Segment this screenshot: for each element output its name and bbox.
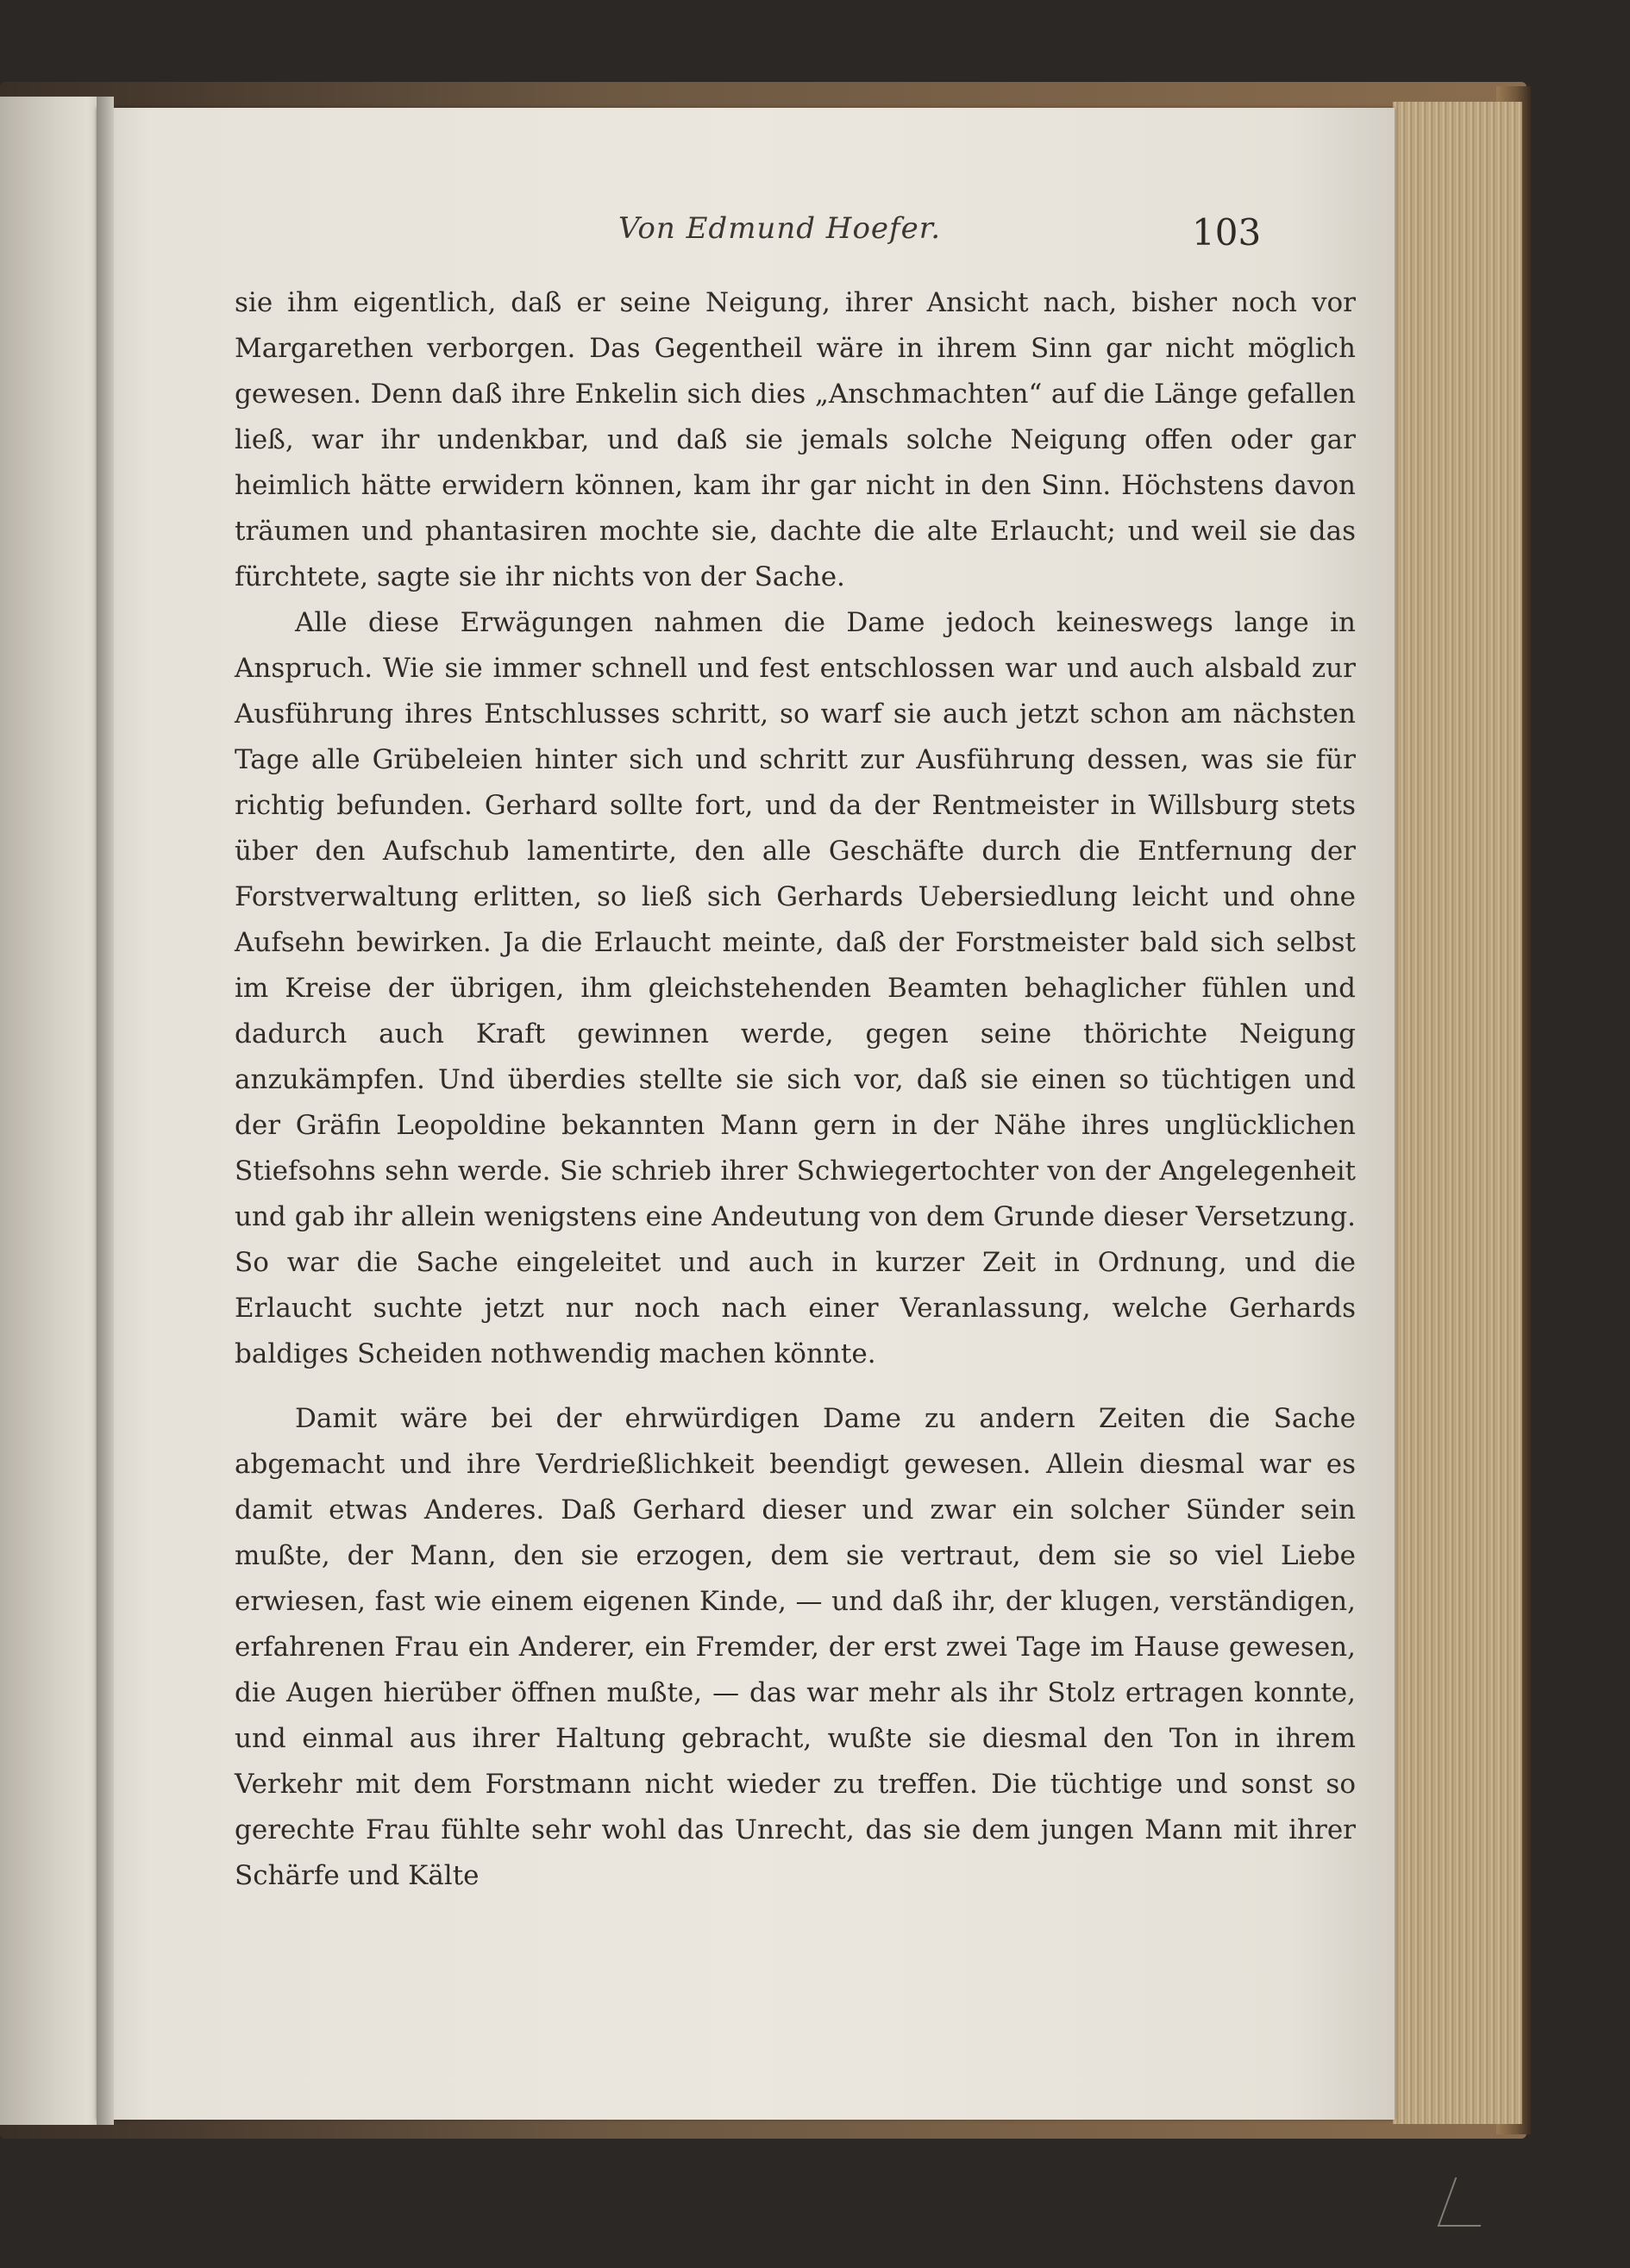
running-head — [97, 211, 1395, 263]
paragraph-1: sie ihm eigentlich, daß er seine Neigung, ihrer Ansicht nach, bisher noch vor Margarethen verborgen. Das Gegentheil wäre in ihrem Sinn gar nicht möglich gewesen. Denn daß ihre Enkelin sich dies „Anschmachten“ auf die Länge gefallen ließ, war ihr undenkbar, und daß sie jemals solche Neigung offen oder gar heimlich hätte erwidern können, kam ihr gar nicht in den Sinn. Höchstens davon träumen und phantasiren mochte sie, dachte die alte Erlaucht; und weil sie das fürchtete, sagte sie ihr nichts von der Sache. — [235, 287, 1356, 592]
paragraph-3: Damit wäre bei der ehrwürdigen Dame zu andern Zeiten die Sache abgemacht und ihre Verdrießlichkeit beendigt gewesen. Allein diesmal war es damit etwas Anderes. Daß Gerhard dieser und zwar ein solcher Sünder sein mußte, der Mann, den sie erzogen, dem sie vertraut, dem sie so viel Liebe erwiesen, fast wie einem eigenen Kinde, — und daß ihr, der klugen, verständigen, erfahrenen Frau ein Anderer, ein Fremder, der erst zwei Tage im Hause gewesen, die Augen hierüber öffnen mußte, — das war mehr als ihr Stolz ertragen konnte, und einmal aus ihrer Haltung gebracht, wußte sie diesmal den Ton in ihrem Verkehr mit dem Forstmann nicht wieder zu treffen. Die tüchtige und sonst so gerechte Frau fühlte sehr wohl das Unrecht, das sie dem jungen Mann mit ihrer Schärfe und Kälte — [235, 1403, 1356, 1891]
left-page-edge — [0, 97, 103, 2125]
right-page — [97, 108, 1395, 2120]
page-edges — [1393, 102, 1522, 2124]
body-text — [235, 280, 1356, 1899]
page-corner-mark — [1438, 2177, 1499, 2227]
gutter-shadow — [97, 97, 114, 2125]
running-title: Von Edmund Hoefer. — [618, 211, 942, 246]
paragraph-2: Alle diese Erwägungen nahmen die Dame jedoch keineswegs lange in Anspruch. Wie sie immer schnell und fest entschlossen war und auch alsbald zur Ausführung ihres Entschlusses schritt, so warf sie auch jetzt schon am nächsten Tage alle Grübeleien hinter sich und schritt zur Ausführung dessen, was sie für richtig befunden. Gerhard sollte fort, und da der Rentmeister in Willsburg stets über den Aufschub lamentirte, den alle Geschäfte durch die Entfernung der Forstverwaltung erlitten, so ließ sich Gerhards Uebersiedlung leicht und ohne Aufsehn bewirken. Ja die Erlaucht meinte, daß der Forstmeister bald sich selbst im Kreise der übrigen, ihm gleichstehenden Beamten behaglicher fühlen und dadurch auch Kraft gewinnen werde, gegen seine thörichte Neigung anzukämpfen. Und überdies stellte sie sich vor, daß sie einen so tüchtigen und der Gräfin Leopoldine bekannten Mann gern in der Nähe ihres unglücklichen Stiefsohns sehn werde. Sie schrieb ihrer Schwiegertochter von der Angelegenheit und gab ihr allein wenigstens eine Andeutung von dem Grunde dieser Versetzung. So war die Sache eingeleitet und auch in kurzer Zeit in Ordnung, und die Erlaucht suchte jetzt nur noch nach einer Veranlassung, welche Gerhards baldiges Scheiden nothwendig machen könnte. — [235, 607, 1356, 1369]
page-number: 103 — [1192, 211, 1262, 254]
